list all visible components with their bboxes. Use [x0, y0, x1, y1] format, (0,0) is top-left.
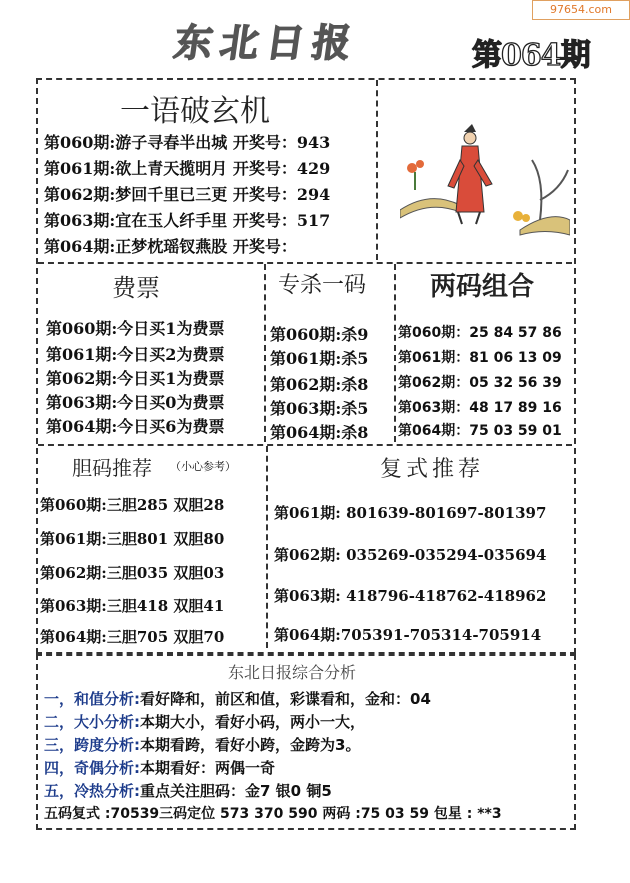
analysis-text: 本期大小，看好小码，两小一大，	[140, 713, 366, 731]
analysis-row	[44, 757, 275, 778]
feipiao-row: 第062期:今日买1为费票	[46, 369, 225, 388]
zhuansha-row: 第062期:杀8	[270, 375, 369, 394]
danma-title: 胆码推荐	[72, 456, 152, 480]
riddle-divider	[376, 80, 378, 260]
fushi-row: 第064期:705391-705314-705914	[274, 626, 542, 644]
paper-title: 东北日报	[171, 20, 362, 65]
analysis-row	[44, 711, 365, 732]
fushi-row: 第063期: 418796-418762-418962	[274, 587, 547, 605]
liangma-row: 第064期：75 03 59 01	[398, 423, 562, 439]
riddle-row: 第063期:宜在玉人纤手里 开奖号：517	[44, 211, 331, 230]
danma-row: 第062期:三胆035 双胆03	[40, 564, 225, 582]
column-divider	[266, 446, 268, 648]
zhuansha-title: 专杀一码	[278, 273, 367, 298]
analysis-label: 五，冷热分析:	[44, 782, 140, 800]
liangma-row: 第063期：48 17 89 16	[398, 400, 562, 416]
feipiao-title: 费票	[112, 274, 160, 302]
analysis-label: 一，和值分析:	[44, 690, 140, 708]
danma-row: 第060期:三胆285 双胆28	[40, 496, 225, 514]
danma-row: 第063期:三胆418 双胆41	[40, 597, 225, 615]
liangma-title: 两码组合	[430, 272, 535, 302]
danma-note: （小心参考）	[170, 460, 236, 473]
analysis-row	[44, 734, 360, 755]
danma-row: 第061期:三胆801 双胆80	[40, 530, 225, 548]
analysis-text: 本期看好：两偶一奇	[140, 759, 276, 777]
analysis-text: 看好降和，前区和值，彩谍看和，金和：04	[140, 690, 431, 708]
analysis-label: 二，大小分析:	[44, 713, 140, 731]
analysis-row	[44, 688, 431, 709]
liangma-row: 第062期：05 32 56 39	[398, 375, 562, 391]
fushi-row: 第061期: 801639-801697-801397	[274, 504, 547, 522]
analysis-row	[44, 780, 332, 801]
analysis-label: 四，奇偶分析:	[44, 759, 140, 777]
column-divider	[264, 264, 266, 442]
column-divider	[394, 264, 396, 442]
fushi-title: 复式推荐	[380, 457, 485, 482]
riddle-title: 一语破玄机	[120, 94, 270, 129]
analysis-text: 本期看跨，看好小跨，金跨为3。	[140, 736, 361, 754]
feipiao-row: 第060期:今日买1为费票	[46, 319, 225, 338]
issue-number: 第064期	[472, 38, 590, 73]
riddle-row: 第061期:欲上青天揽明月 开奖号：429	[44, 159, 331, 178]
site-watermark[interactable]: 97654.com	[532, 0, 630, 20]
feipiao-row: 第061期:今日买2为费票	[46, 345, 225, 364]
feipiao-row: 第064期:今日买6为费票	[46, 417, 225, 436]
zhuansha-row: 第064期:杀8	[270, 423, 369, 442]
riddle-row: 第064期:正梦枕瑶钗燕股 开奖号：	[44, 237, 297, 256]
analysis-title: 东北日报综合分析	[228, 663, 357, 682]
liangma-row: 第060期：25 84 57 86	[398, 325, 562, 341]
scholar-illustration	[400, 120, 570, 250]
riddle-row: 第062期:梦回千里已三更 开奖号：294	[44, 185, 331, 204]
analysis-text: 重点关注胆码：金7 银0 铜5	[140, 782, 332, 800]
analysis-label: 三，跨度分析:	[44, 736, 140, 754]
feipiao-row: 第063期:今日买0为费票	[46, 393, 225, 412]
danma-row: 第064期:三胆705 双胆70	[40, 628, 225, 646]
zhuansha-row: 第063期:杀5	[270, 399, 369, 418]
section-divider	[38, 262, 572, 264]
liangma-row: 第061期：81 06 13 09	[398, 350, 562, 366]
analysis-footer: 五码复式 :70539三码定位 573 370 590 两码 :75 03 59 包星 : **3	[44, 806, 502, 822]
riddle-row: 第060期:游子寻春半出城 开奖号：943	[44, 133, 331, 152]
fushi-row: 第062期: 035269-035294-035694	[274, 546, 547, 564]
section-divider	[38, 444, 572, 446]
zhuansha-row: 第060期:杀9	[270, 325, 369, 344]
zhuansha-row: 第061期:杀5	[270, 349, 369, 368]
